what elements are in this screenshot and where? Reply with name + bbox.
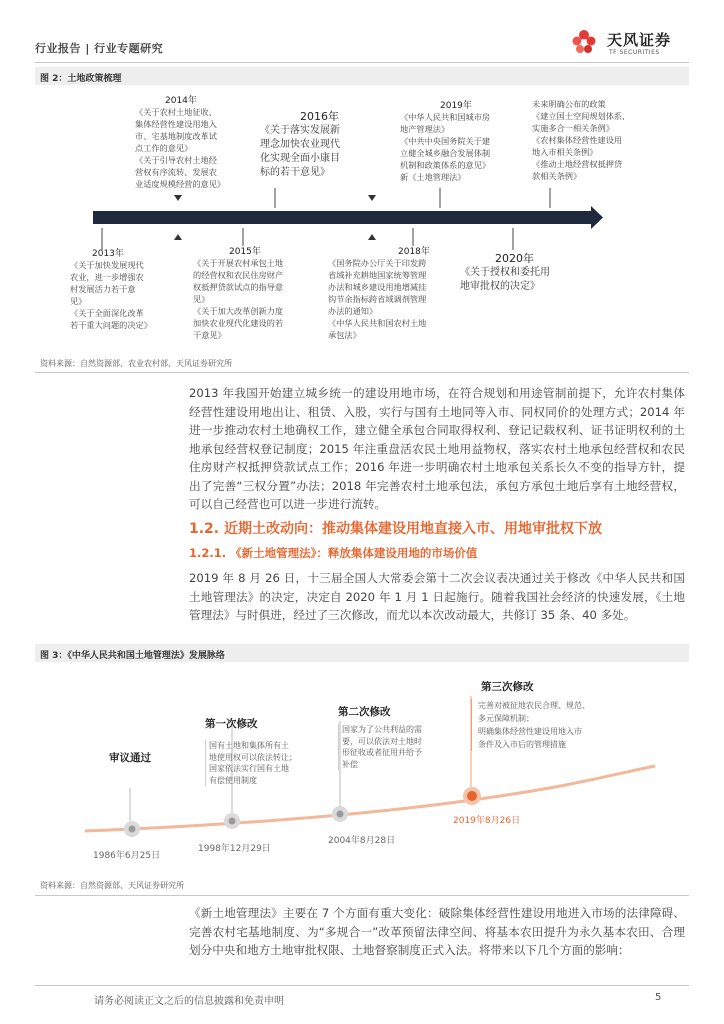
event-text: 《关于开展农村承包土地 的经营权和农民住房财产 权抵押贷款试点的指导意 见》 《关于加大改革创新力度 加快农业现代化建设的若 干意见》 xyxy=(193,258,284,340)
body-paragraph-3: 《新土地管理法》主要在 7 个方面有重大变化：破除集体经营性建设用地进入市场的法律障碍、完善农村宅基地制度、为“多规合一”改革预留法律空间、将基本农田提升为永久基本农田、合理划分中央和地方土地审批权限、土地督察制度正式入法。将带来以下几个方面的影响： xyxy=(189,906,685,957)
brand-logo xyxy=(569,27,689,63)
event-year: 2018年 xyxy=(398,247,430,257)
event-text: 《关于农村土地征收、 集体经营性建设用地入 市、宅基地制度改革试 点工作的意见》 《关于引导农村土地经 营权有序流转、发展农 业适度规模经营的意见》 xyxy=(135,107,226,189)
milestone-2019-title: 第三次修改 xyxy=(481,681,534,693)
figure3-divider xyxy=(35,895,689,896)
figure3-diagram xyxy=(35,666,689,871)
milestone-1986-date: 1986年6月25日 xyxy=(93,851,161,861)
event-year: 2014年 xyxy=(165,96,197,106)
event-2019 xyxy=(400,98,525,183)
figure2-divider xyxy=(35,372,689,373)
figure2-title: 图 2：土地政策梳理 xyxy=(40,74,122,84)
page-number: 5 xyxy=(655,992,662,1003)
milestone-2019-text: 完善对被征地农民合理、规范、 多元保障机制； 明确集体经营性建设用地入市 条件及入市后的管理措施 xyxy=(471,699,638,751)
body-paragraph-2: 2019 年 8 月 26 日，十三届全国人大常委会第十二次会议表决通过关于修改《中华人民共和国土地管理法》的决定，决定自 2020 年 1 月 1 日起施行。随着我国社会经济的快速发展，《土地管理法》与时俱进，经过了三次修改，而尤以本次改动最大，共修订 35 条、40 多处。 xyxy=(189,571,685,622)
figure2-source: 资料来源：自然资源部、农业农村部、天风证券研究所 xyxy=(40,359,232,368)
event-year: 2019年 xyxy=(440,101,472,111)
event-year: 2015年 xyxy=(229,247,261,257)
logo-text-cn: 天风证券 xyxy=(607,31,672,49)
milestone-2004-title: 第二次修改 xyxy=(338,706,391,718)
event-text: 《中华人民共和国城市房 地产管理法》 《中共中央国务院关于建 立健全城乡融合发展体制 机制和政策体系的意见》 新《土地管理法》 xyxy=(400,112,491,182)
milestone-2019-date: 2019年8月26日 xyxy=(453,816,521,826)
milestone-2004-date: 2004年8月28日 xyxy=(328,836,396,846)
event-text: 《国务院办公厅关于印发跨 省域补充耕地国家统筹管理 办法和城乡建设用地增减挂 钩节余指标跨省域调剂管理 办法的通知》 《中华人民共和国农村土地 承包法》 xyxy=(328,258,427,340)
figure2-title-bar xyxy=(35,67,689,85)
milestone-2004-text: 国家为了公共利益的需 要，可以依法对土地时 形征收或者征用并给予 补偿 xyxy=(338,724,452,770)
event-2014 xyxy=(135,93,260,190)
figure3-source: 资料来源：自然资源部、天风证券研究所 xyxy=(40,881,184,890)
header-divider xyxy=(35,62,689,63)
event-2013 xyxy=(70,246,190,331)
body-paragraph-1: 2013 年我国开始建立城乡统一的建设用地市场，在符合规划和用途管制前提下，允许农村集体经营性建设用地出让、租赁、入股，实行与国有土地同等入市、同权同价的处理方式；2014 年进一步推动农村土地确权工作，建立健全承包合同取得权利、登记记载权利、证书证明权利的土地承包经营权登记制度；2015 年注重盘活农民土地用益物权，落实农村土地承包经营权和农民住房财产权抵押贷款试点工作；2016 年进一步明确农村土地承包关系长久不变的指导方针，提出了完善“三权分置”办法；2018 年完善农村土地承包法，承包方承包土地后享有土地经营权，可以自己经营也可以进一步进行流转。 xyxy=(189,386,685,511)
event-2020 xyxy=(460,250,590,294)
milestone-1998-title: 第一次修改 xyxy=(205,718,258,730)
event-year: 2020年 xyxy=(495,252,534,265)
event-2015 xyxy=(193,244,321,341)
event-year: 2016年 xyxy=(300,110,339,123)
milestone-1998-text: 国有土地和集体所有土 地使用权可以依法转让； 国家依法实行国有土地 有偿使用制度 xyxy=(205,740,319,786)
event-year: 2013年 xyxy=(92,249,124,259)
figure3-title: 图 3：《中华人民共和国土地管理法》发展脉络 xyxy=(40,651,225,661)
event-2016 xyxy=(260,108,375,180)
logo-text-en: TF SECURITIES xyxy=(609,49,660,56)
event-text: 《关于加快发展现代 农业，进一步增强农 村发展活力若干意 见》 《关于全面深化改革 若干重大问题的决定》 xyxy=(70,260,152,330)
milestone-1998-date: 1998年12月29日 xyxy=(198,844,271,854)
event-2018 xyxy=(328,244,463,341)
section-heading-1-2: 1.2. 近期土改动向：推动集体建设用地直接入市、用地审批权下放 xyxy=(189,521,602,537)
footer-disclaimer[interactable]: 请务必阅读正文之后的信息披露和免责申明 xyxy=(94,996,284,1007)
event-text: 未来明确公布的政策 《建立国土空间规划体系, 实施多合一相关条例》 《农村集体经营性建设用 地入市相关条例》 《推动土地经营权抵押贷 款相关条例》 xyxy=(532,99,625,181)
footer-divider xyxy=(35,985,689,986)
event-text: 《关于落实发展新 理念加快农业现代 化实现全面小康目 标的若干意见》 xyxy=(260,125,340,178)
logo-flower-icon xyxy=(569,27,599,57)
figure2-timeline xyxy=(35,88,689,348)
section-heading-1-2-1: 1.2.1. 《新土地管理法》：释放集体建设用地的市场价值 xyxy=(189,546,478,560)
event-future xyxy=(532,98,672,182)
milestone-1986-title: 审议通过 xyxy=(109,752,151,764)
event-text: 《关于授权和委托用 地审批权的决定》 xyxy=(460,267,550,292)
header-report-type: 行业报告 | 行业专题研究 xyxy=(35,42,164,55)
